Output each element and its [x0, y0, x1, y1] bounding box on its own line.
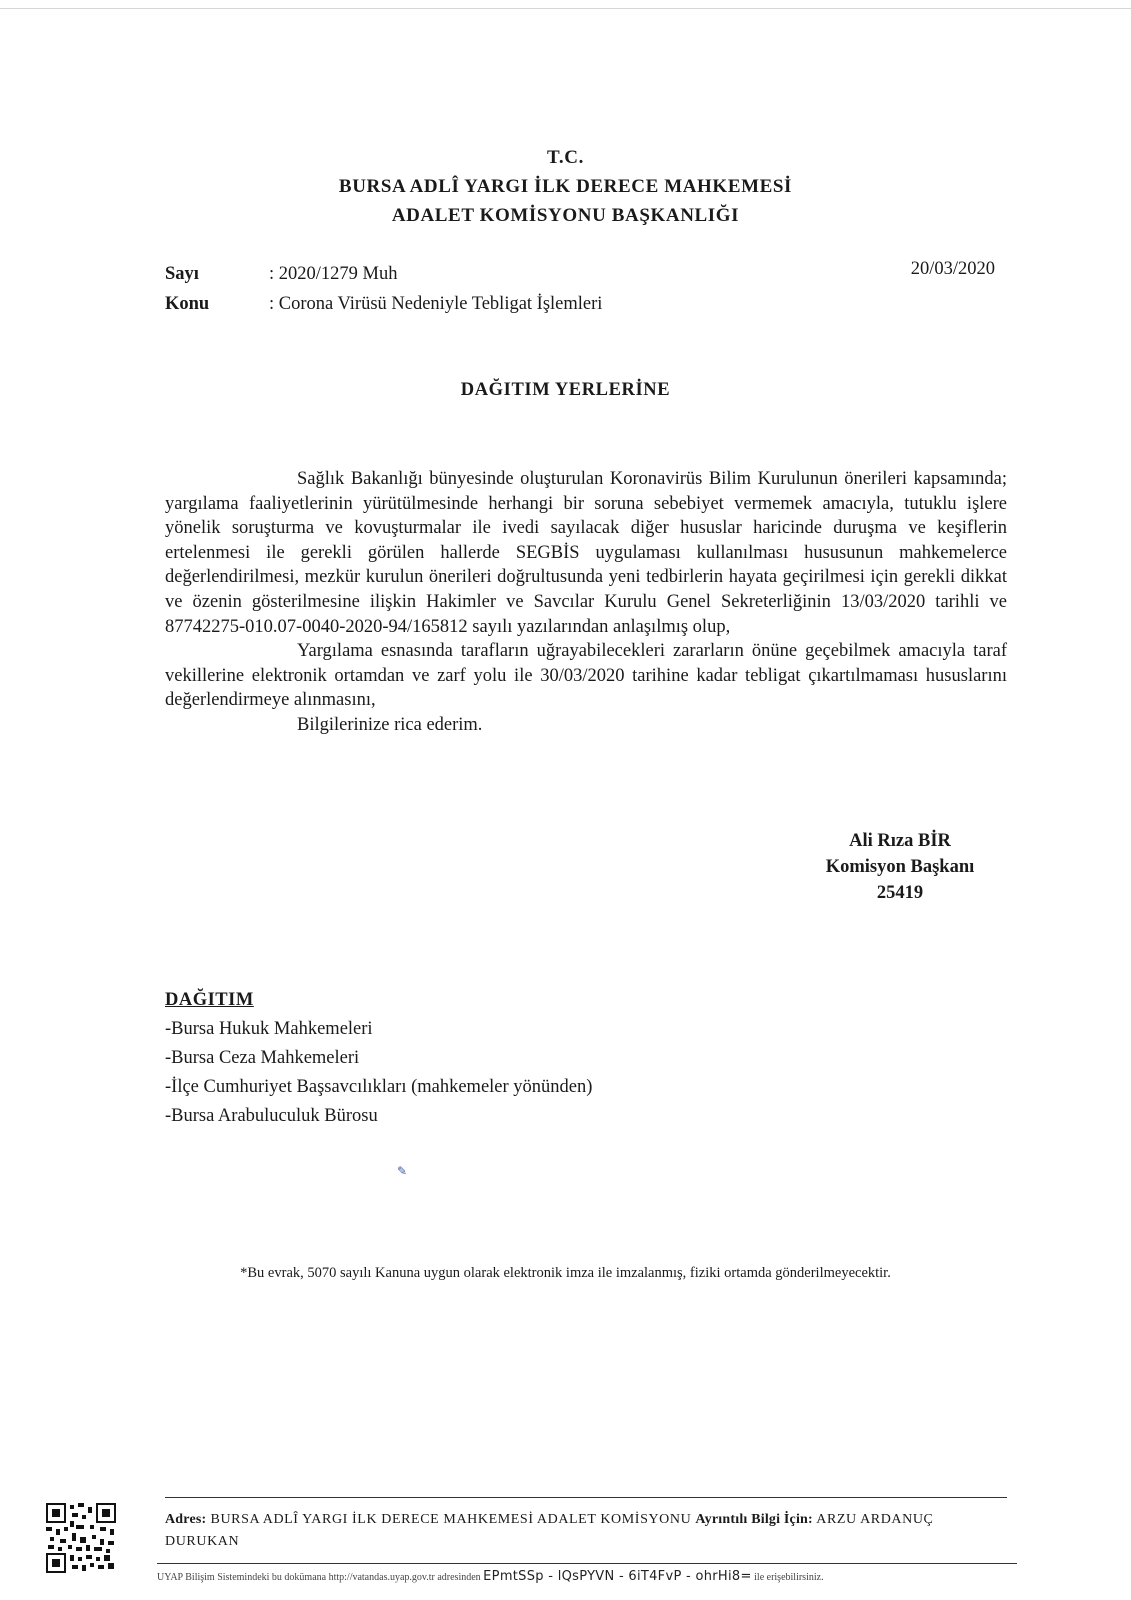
distribution-item: -Bursa Ceza Mahkemeleri — [165, 1048, 360, 1068]
body-paragraph-2: Yargılama esnasında tarafların uğrayabilecekleri zararların önüne geçebilmek amacıyla taraf vekillerine elektronik ortamdan ve zarf yolu ile 30/03/2020 tarihine kadar tebligat çıkartılmaması hususlarını değerlendirmeye alınmasını, — [165, 641, 1007, 711]
document-body — [165, 467, 1007, 738]
footer-uyap-line — [157, 1569, 1017, 1584]
footer-address-value: BURSA ADLÎ YARGI İLK DERECE MAHKEMESİ ADALET KOMİSYONU — [210, 1512, 692, 1527]
uyap-prefix: UYAP Bilişim Sistemindeki bu dokümana http://vatandas.uyap.gov.tr adresinden — [157, 1572, 481, 1583]
footer-info-label: Ayrıntılı Bilgi İçin: — [695, 1512, 813, 1527]
distribution-item: -Bursa Arabuluculuk Bürosu — [165, 1106, 378, 1126]
footer-address-label: Adres: — [165, 1512, 207, 1527]
document-meta — [165, 259, 995, 319]
body-paragraph-3: Bilgilerinize rica ederim. — [297, 714, 483, 735]
distribution-item: -Bursa Hukuk Mahkemeleri — [165, 1019, 373, 1039]
meta-konu-value: : Corona Virüsü Nedeniyle Tebligat İşlemleri — [269, 294, 603, 314]
meta-konu-row — [165, 289, 995, 319]
signer-title: Komisyon Başkanı — [825, 857, 975, 877]
header-commission: ADALET KOMİSYONU BAŞKANLIĞI — [391, 205, 740, 226]
qr-code-icon — [46, 1503, 116, 1573]
footer-bottom-rule — [157, 1563, 1017, 1564]
ink-mark-icon: ✎ — [397, 1164, 408, 1178]
footer-info-value: ARZU ARDANUÇ DURUKAN — [165, 1512, 934, 1549]
meta-sayi-row — [165, 259, 995, 289]
page-top-rule — [0, 8, 1131, 9]
header-tc: T.C. — [547, 147, 584, 168]
addressee-heading: DAĞITIM YERLERİNE — [460, 380, 671, 400]
uyap-access-code: EPmtSSp - lQsPYVN - 6iT4FvP - ohrHi8= — [483, 1569, 752, 1584]
meta-sayi-label: Sayı — [165, 264, 199, 284]
signature-block — [780, 828, 1020, 906]
meta-konu-label: Konu — [165, 294, 210, 314]
uyap-suffix: ile erişebilirsiniz. — [754, 1572, 824, 1583]
footer-top-rule — [165, 1497, 1007, 1498]
header-court-name: BURSA ADLÎ YARGI İLK DERECE MAHKEMESİ — [338, 176, 793, 197]
meta-sayi-value: : 2020/1279 Muh — [269, 264, 398, 284]
signer-name: Ali Rıza BİR — [849, 831, 951, 851]
signer-number: 25419 — [876, 883, 924, 903]
distribution-item: -İlçe Cumhuriyet Başsavcılıkları (mahkemeler yönünden) — [165, 1077, 593, 1097]
document-date: 20/03/2020 — [910, 259, 995, 279]
footer-address — [165, 1509, 1007, 1553]
distribution-list — [165, 986, 592, 1131]
document-header — [0, 143, 1131, 230]
esignature-note: *Bu evrak, 5070 sayılı Kanuna uygun olarak elektronik imza ile imzalanmış, fiziki ortamda gönderilmeyecektir. — [240, 1265, 891, 1281]
distribution-title: DAĞITIM — [165, 990, 254, 1010]
body-paragraph-1: Sağlık Bakanlığı bünyesinde oluşturulan Koronavirüs Bilim Kurulunun önerileri kapsamında; yargılama faaliyetlerinin yürütülmesinde herhangi bir soruna sebebiyet vermemek amacıyla, tutuklu işlere yönelik soruşturma ve kovuşturmalar ile ivedi sayılacak diğer hususlar haricinde duruşma ve keşiflerin ertelenmesi ile gerekli görülen hallerde SEGBİS uygulaması kullanılması hususunun mahkemelerce değerlendirilmesi, mezkür kurulun önerileri doğrultusunda yeni tedbirlerin hayata geçirilmesi için gerekli dikkat ve özenin gösterilmesine ilişkin Hakimler ve Savcılar Kurulu Genel Sekreterliğinin 13/03/2020 tarihli ve 87742275-010.07-0040-2020-94/165812 sayılı yazılarından anlaşılmış olup, — [165, 469, 1007, 637]
